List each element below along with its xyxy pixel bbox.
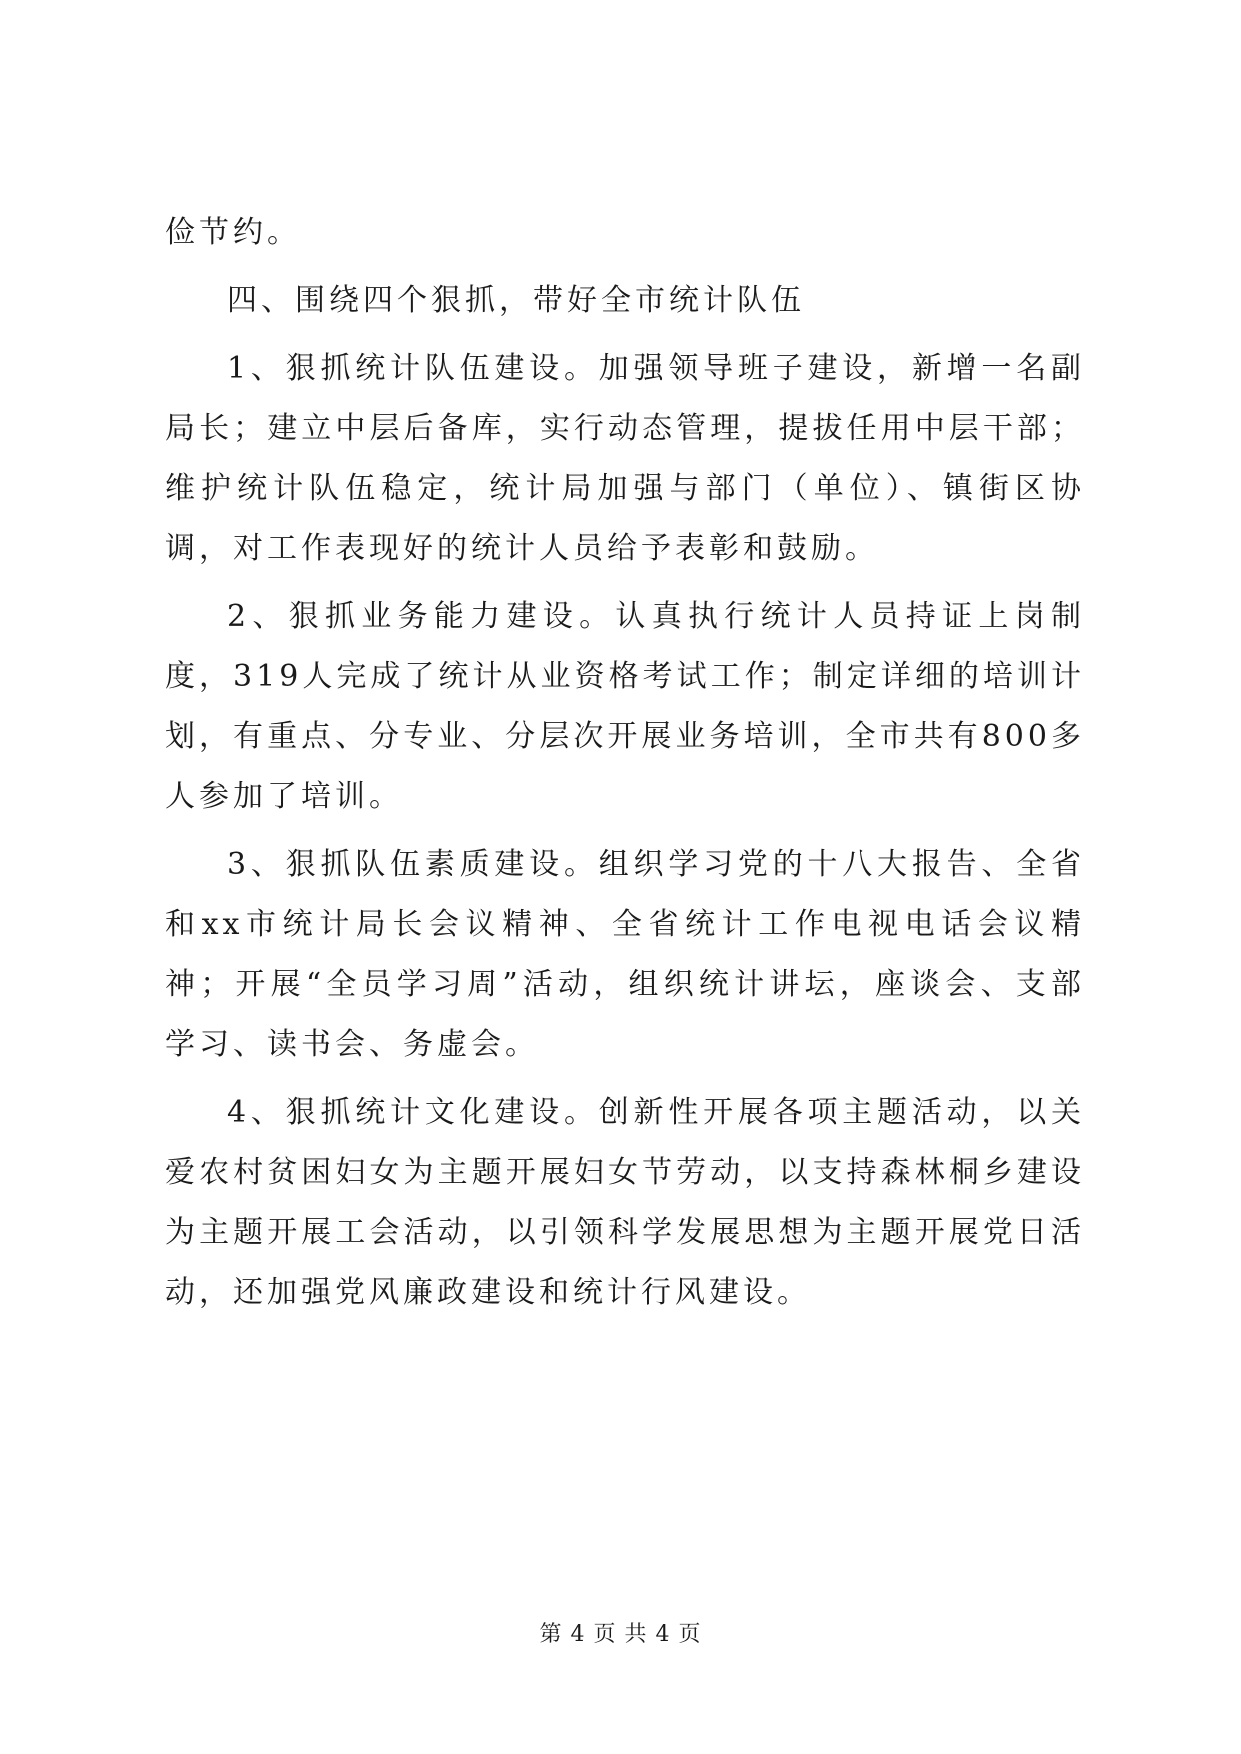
document-body [165, 203, 1085, 1331]
paragraph-item-4: 4、狠抓统计文化建设。创新性开展各项主题活动，以关爱农村贫困妇女为主题开展妇女节劳动，以支持森林桐乡建设为主题开展工会活动，以引领科学发展思想为主题开展党日活动，还加强党风廉政建设和统计行风建设。 [165, 1095, 1085, 1310]
page-footer: 第 4 页 共 4 页 [539, 1622, 702, 1647]
section-heading: 四、围绕四个狠抓，带好全市统计队伍 [227, 283, 805, 318]
paragraph-item-3: 3、狠抓队伍素质建设。组织学习党的十八大报告、全省和xx市统计局长会议精神、全省统计工作电视电话会议精神；开展“全员学习周”活动，组织统计讲坛，座谈会、支部学习、读书会、务虚会。 [165, 847, 1085, 1062]
paragraph-continuation: 俭节约。 [165, 215, 301, 250]
paragraph-item-1: 1、狠抓统计队伍建设。加强领导班子建设，新增一名副局长；建立中层后备库，实行动态管理，提拔任用中层干部；维护统计队伍稳定，统计局加强与部门（单位）、镇街区协调，对工作表现好的统计人员给予表彰和鼓励。 [165, 351, 1085, 566]
paragraph-item-2: 2、狠抓业务能力建设。认真执行统计人员持证上岗制度，319人完成了统计从业资格考试工作；制定详细的培训计划，有重点、分专业、分层次开展业务培训，全市共有800多人参加了培训。 [165, 599, 1085, 814]
